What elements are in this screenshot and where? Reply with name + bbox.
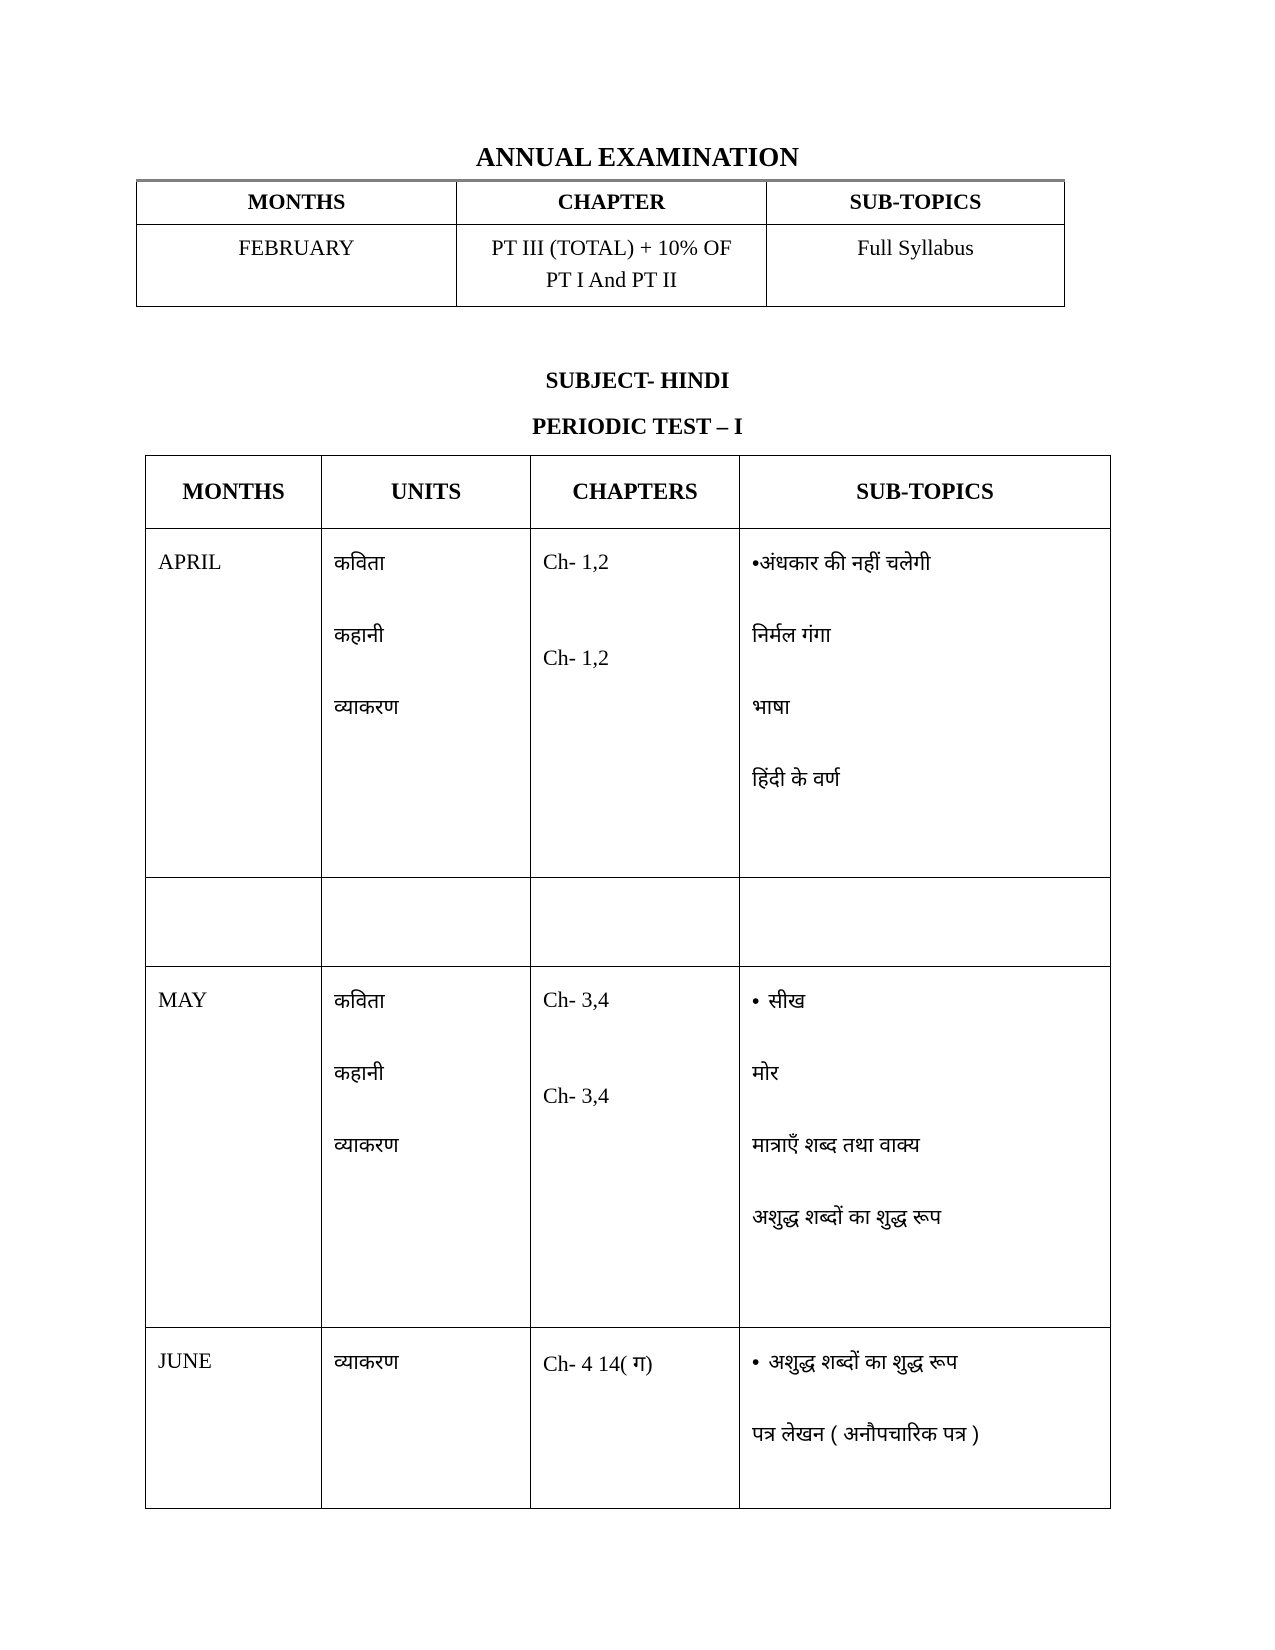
column-header-chapter: CHAPTER bbox=[457, 181, 767, 225]
column-header-subtopics: SUB-TOPICS bbox=[740, 456, 1111, 529]
chapter-line-2: PT I And PT II bbox=[545, 266, 678, 292]
unit-item: कहानी bbox=[334, 624, 384, 647]
cell-units bbox=[322, 878, 531, 967]
annual-examination-table bbox=[136, 179, 1065, 307]
subtopic-item: पत्र लेखन ( अनौपचारिक पत्र ) bbox=[752, 1423, 980, 1446]
subtopic-item: मात्राएँ शब्द तथा वाक्य bbox=[752, 1134, 920, 1157]
subtopic-item: • अशुद्ध शब्दों का शुद्ध रूप bbox=[752, 1348, 1100, 1376]
unit-item: कविता bbox=[334, 552, 385, 575]
unit-item: व्याकरण bbox=[334, 1134, 399, 1157]
table-row-empty bbox=[146, 878, 1111, 967]
cell-month: JUNE bbox=[146, 1328, 322, 1509]
cell-subtopics bbox=[740, 878, 1111, 967]
table-header-row bbox=[146, 456, 1111, 529]
annual-examination-heading: ANNUAL EXAMINATION bbox=[475, 142, 800, 172]
cell-units bbox=[322, 967, 531, 1328]
cell-subtopics bbox=[740, 967, 1111, 1328]
subtopic-item: मोर bbox=[752, 1062, 779, 1085]
chapter-item: Ch- 3,4 bbox=[543, 1083, 609, 1108]
chapter-item: Ch- 1,2 bbox=[543, 645, 609, 670]
cell-chapters bbox=[531, 878, 740, 967]
periodic-test-heading: PERIODIC TEST – I bbox=[532, 414, 743, 439]
cell-units bbox=[322, 1328, 531, 1509]
cell-chapters bbox=[531, 1328, 740, 1509]
cell-subtopics bbox=[740, 1328, 1111, 1509]
subtopic-item: • सीख bbox=[752, 987, 1100, 1015]
subtopic-item: • अंधकार की नहीं चलेगी bbox=[752, 549, 1100, 577]
unit-item: कविता bbox=[334, 990, 385, 1013]
column-header-chapters: CHAPTERS bbox=[531, 456, 740, 529]
chapter-item: Ch- 4 14( ग) bbox=[543, 1351, 653, 1376]
column-header-months: MONTHS bbox=[146, 456, 322, 529]
cell-subtopics bbox=[740, 529, 1111, 878]
subtopic-item: हिंदी के वर्ण bbox=[752, 768, 840, 791]
column-header-subtopics: SUB-TOPICS bbox=[767, 181, 1065, 225]
cell-chapters bbox=[531, 529, 740, 878]
cell-month bbox=[146, 878, 322, 967]
cell-month: FEBRUARY bbox=[137, 225, 457, 307]
cell-chapter bbox=[457, 225, 767, 307]
column-header-months: MONTHS bbox=[137, 181, 457, 225]
subject-heading: SUBJECT- HINDI bbox=[545, 368, 730, 393]
column-header-units: UNITS bbox=[322, 456, 531, 529]
chapter-item: Ch- 1,2 bbox=[543, 549, 609, 574]
table-row bbox=[146, 1328, 1111, 1509]
periodic-test-table bbox=[145, 455, 1111, 1509]
chapter-line-1: PT III (TOTAL) + 10% OF bbox=[491, 235, 732, 260]
table-header-row bbox=[137, 181, 1065, 225]
cell-units bbox=[322, 529, 531, 878]
table-row bbox=[146, 967, 1111, 1328]
cell-chapters bbox=[531, 967, 740, 1328]
subtopic-item: भाषा bbox=[752, 696, 790, 719]
cell-subtopics: Full Syllabus bbox=[767, 225, 1065, 307]
cell-month: APRIL bbox=[146, 529, 322, 878]
unit-item: व्याकरण bbox=[334, 1351, 399, 1374]
subtopic-item: निर्मल गंगा bbox=[752, 624, 831, 647]
cell-month: MAY bbox=[146, 967, 322, 1328]
chapter-item: Ch- 3,4 bbox=[543, 987, 609, 1012]
subtopic-item: अशुद्ध शब्दों का शुद्ध रूप bbox=[752, 1206, 942, 1229]
unit-item: कहानी bbox=[334, 1062, 384, 1085]
table-row bbox=[137, 225, 1065, 307]
unit-item: व्याकरण bbox=[334, 696, 399, 719]
table-row bbox=[146, 529, 1111, 878]
